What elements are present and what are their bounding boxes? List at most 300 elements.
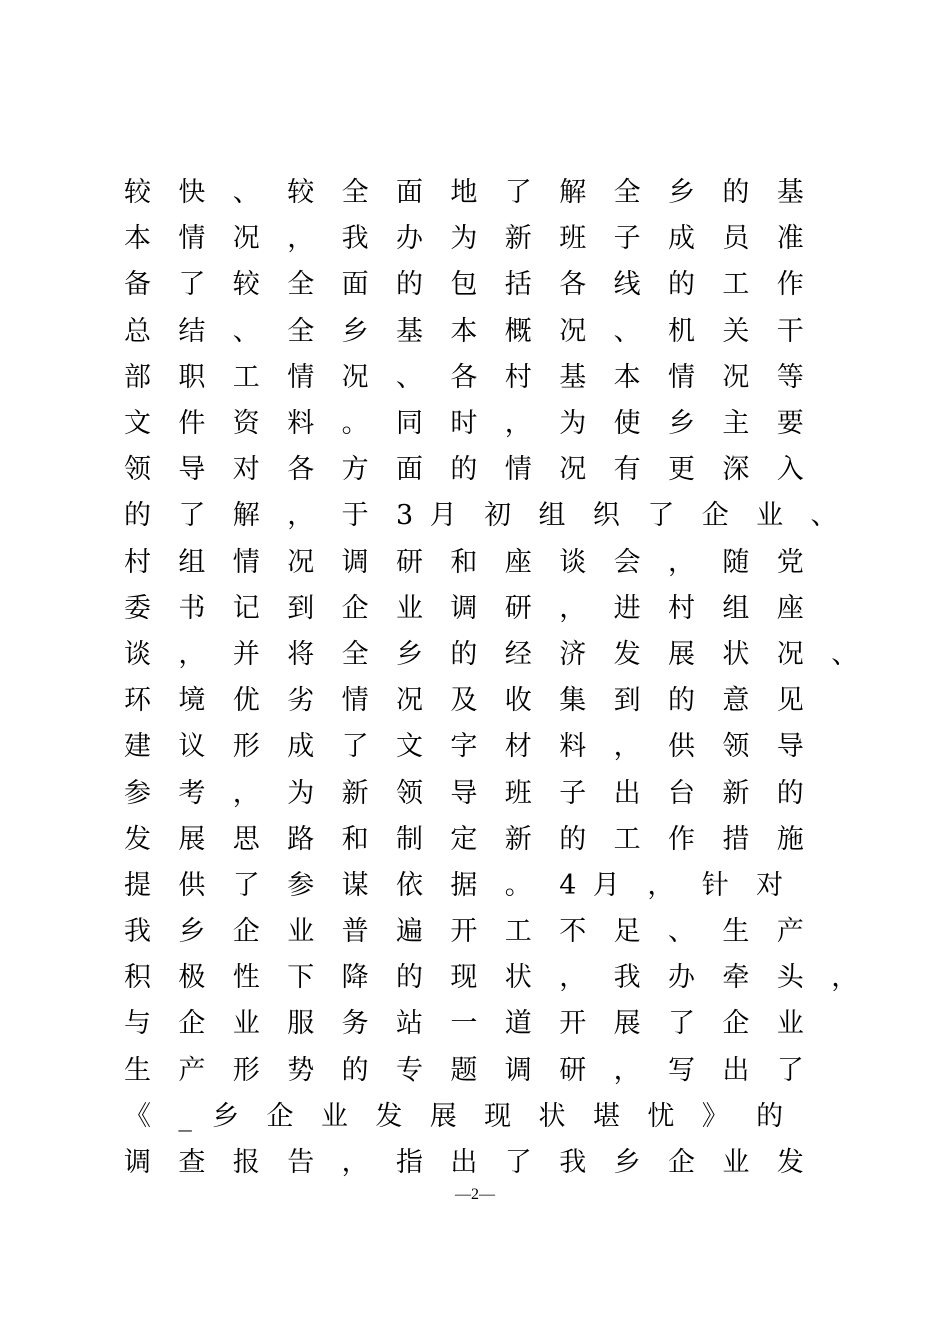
text-char: 站 (396, 1008, 423, 1040)
text-char: 全 (341, 177, 369, 209)
text-char: 建 (124, 731, 151, 763)
text-line (124, 724, 844, 770)
text-char: 面 (396, 177, 423, 209)
text-char: 遍 (396, 916, 423, 948)
text-char: 于 (341, 500, 369, 532)
text-line (124, 1094, 844, 1140)
text-char: 会 (613, 546, 641, 578)
text-char: 情 (232, 546, 260, 578)
text-char: 、 (232, 315, 260, 347)
text-char: 到 (287, 592, 315, 624)
text-char: 道 (504, 1008, 532, 1040)
text-char: 的 (341, 1054, 369, 1086)
text-char: 书 (178, 592, 206, 624)
text-char: 我 (559, 1147, 587, 1179)
text-char: 头 (776, 962, 804, 994)
text-char: 乡 (396, 638, 423, 670)
text-char: 准 (776, 223, 804, 255)
text-char: 调 (450, 592, 478, 624)
text-char: 使 (613, 408, 641, 440)
page-number: —2— (455, 1186, 495, 1203)
text-char: 极 (178, 962, 206, 994)
text-char: 村 (124, 546, 151, 578)
text-char: 随 (722, 546, 750, 578)
text-char: 及 (450, 685, 478, 717)
text-char: ， (178, 638, 206, 670)
text-char: ， (613, 1054, 641, 1086)
text-char: 为 (287, 777, 315, 809)
text-char: 企 (232, 916, 260, 948)
text-char: ， (831, 962, 859, 994)
text-char: 方 (341, 454, 369, 486)
text-char: 班 (559, 223, 587, 255)
text-char: 概 (504, 315, 532, 347)
text-char: 新 (722, 777, 750, 809)
text-char: 各 (287, 454, 315, 486)
text-char: 参 (287, 869, 315, 901)
text-char: 台 (668, 777, 695, 809)
text-char: 座 (504, 546, 532, 578)
text-char: ， (613, 731, 641, 763)
text-line (124, 493, 844, 539)
text-char: 等 (776, 361, 804, 393)
text-char: 、 (668, 916, 695, 948)
text-char: 开 (559, 1008, 587, 1040)
text-char: 企 (341, 592, 369, 624)
text-char: 据 (450, 869, 478, 901)
text-char: 展 (429, 1100, 457, 1132)
text-line (124, 678, 844, 724)
text-line (124, 632, 859, 678)
text-char: 发 (124, 823, 151, 855)
text-char: 形 (232, 1054, 260, 1086)
text-char: 调 (341, 546, 369, 578)
text-char: 委 (124, 592, 151, 624)
text-char: 的 (124, 500, 151, 532)
text-char: 同 (396, 408, 423, 440)
text-char: 制 (396, 823, 423, 855)
text-char: ， (287, 223, 315, 255)
text-char: 面 (341, 269, 369, 301)
text-char: 全 (613, 177, 641, 209)
text-line (124, 955, 859, 1001)
text-char: 研 (396, 546, 423, 578)
text-char: 意 (722, 685, 750, 717)
text-char: 月 (592, 869, 620, 901)
text-char: 服 (287, 1008, 315, 1040)
text-char: 供 (178, 869, 206, 901)
text-line (124, 1001, 844, 1047)
text-char: 状 (538, 1100, 566, 1132)
text-char: 领 (124, 454, 151, 486)
text-line (124, 447, 844, 493)
text-char: 文 (396, 731, 423, 763)
text-char: 总 (124, 315, 151, 347)
text-char: 情 (178, 223, 206, 255)
text-char: 入 (776, 454, 804, 486)
text-char: 子 (559, 777, 587, 809)
text-char: 的 (559, 823, 587, 855)
text-char: 了 (668, 1008, 695, 1040)
text-char: 4 (559, 869, 577, 901)
text-char: 村 (504, 361, 532, 393)
text-char: 况 (396, 685, 423, 717)
text-line (124, 262, 844, 308)
text-char: 况 (559, 454, 587, 486)
text-line (124, 817, 844, 863)
text-char: 包 (450, 269, 478, 301)
text-line (124, 355, 844, 401)
text-char: 堪 (592, 1100, 620, 1132)
text-char: 全 (287, 269, 315, 301)
text-char: 记 (232, 592, 260, 624)
text-line (124, 586, 844, 632)
text-char: 括 (504, 269, 532, 301)
text-char: 基 (396, 315, 423, 347)
text-char: 况 (287, 546, 315, 578)
text-char: ， (559, 592, 587, 624)
text-char: 到 (613, 685, 641, 717)
text-char: 材 (504, 731, 532, 763)
text-char: 的 (722, 177, 750, 209)
text-char: 生 (124, 1054, 151, 1086)
text-char: 了 (178, 500, 206, 532)
text-char: 结 (178, 315, 206, 347)
text-char: 为 (450, 223, 478, 255)
text-char: 业 (320, 1100, 348, 1132)
text-char: 的 (668, 685, 695, 717)
text-char: 发 (613, 638, 641, 670)
text-char: 。 (504, 869, 532, 901)
text-char: 乡 (613, 1147, 641, 1179)
text-char: 机 (668, 315, 695, 347)
text-char: 面 (396, 454, 423, 486)
text-char: 要 (776, 408, 804, 440)
text-char: 集 (559, 685, 587, 717)
text-char: 作 (668, 823, 695, 855)
text-char: 办 (396, 223, 423, 255)
text-char: 进 (613, 592, 641, 624)
text-char: ， (668, 546, 695, 578)
text-char: 专 (396, 1054, 423, 1086)
text-char: ， (341, 1147, 369, 1179)
text-char: 本 (124, 223, 151, 255)
text-char: 乡 (668, 177, 695, 209)
text-char: 料 (559, 731, 587, 763)
text-char: 研 (559, 1054, 587, 1086)
text-char: 境 (178, 685, 206, 717)
text-char: 主 (722, 408, 750, 440)
text-line (124, 863, 844, 909)
text-char: 领 (396, 777, 423, 809)
text-char: 查 (178, 1147, 206, 1179)
text-char: 、 (831, 638, 859, 670)
text-char: 谈 (559, 546, 587, 578)
text-char: 对 (756, 869, 784, 901)
text-char: 办 (668, 962, 695, 994)
text-char: 线 (613, 269, 641, 301)
text-char: 成 (668, 223, 695, 255)
text-char: ， (647, 869, 675, 901)
text-char: 导 (450, 777, 478, 809)
text-char: 降 (341, 962, 369, 994)
text-char: 工 (722, 269, 750, 301)
text-line (124, 309, 844, 355)
text-char: 环 (124, 685, 151, 717)
text-char: 料 (287, 408, 315, 440)
text-char: 更 (668, 454, 695, 486)
text-line (124, 540, 844, 586)
text-line (124, 401, 844, 447)
text-char: 的 (668, 269, 695, 301)
text-char: 员 (722, 223, 750, 255)
text-char: 了 (504, 1147, 532, 1179)
text-char: 了 (232, 869, 260, 901)
text-char: 产 (178, 1054, 206, 1086)
text-char: 发 (776, 1147, 804, 1179)
text-char: 了 (178, 269, 206, 301)
text-char: 一 (450, 1008, 478, 1040)
text-char: 济 (559, 638, 587, 670)
text-char: 积 (124, 962, 151, 994)
text-char: 考 (178, 777, 206, 809)
text-char: 3 (396, 500, 414, 532)
text-char: 备 (124, 269, 151, 301)
text-char: 写 (668, 1054, 695, 1086)
text-char: 与 (124, 1008, 151, 1040)
text-char: 况 (722, 361, 750, 393)
text-char: 定 (450, 823, 478, 855)
text-line (124, 1140, 844, 1186)
text-char: 的 (776, 777, 804, 809)
text-char: 较 (232, 269, 260, 301)
text-char: 月 (429, 500, 457, 532)
text-char: 、 (810, 500, 838, 532)
text-char: ， (504, 408, 532, 440)
text-char: 作 (776, 269, 804, 301)
text-char: 我 (341, 223, 369, 255)
text-char: 了 (504, 177, 532, 209)
text-char: 关 (722, 315, 750, 347)
text-char: 》 (701, 1100, 729, 1132)
text-char: 组 (722, 592, 750, 624)
text-char: 下 (287, 962, 315, 994)
text-char: 状 (722, 638, 750, 670)
text-char: _ (178, 1100, 192, 1132)
text-char: 、 (613, 315, 641, 347)
text-char: 报 (232, 1147, 260, 1179)
text-char: 我 (613, 962, 641, 994)
text-char: 时 (450, 408, 478, 440)
text-char: 调 (124, 1147, 151, 1179)
text-char: 深 (722, 454, 750, 486)
text-char: 的 (396, 269, 423, 301)
text-char: 解 (559, 177, 587, 209)
text-char: 的 (450, 454, 478, 486)
text-char: 见 (776, 685, 804, 717)
text-char: 产 (776, 916, 804, 948)
text-char: 路 (287, 823, 315, 855)
text-char: 将 (287, 638, 315, 670)
text-char: 乡 (341, 315, 369, 347)
text-char: 企 (178, 1008, 206, 1040)
text-char: 谋 (341, 869, 369, 901)
text-char: 字 (450, 731, 478, 763)
text-char: 《 (124, 1100, 151, 1132)
text-char: 工 (613, 823, 641, 855)
text-char: 、 (232, 177, 260, 209)
text-char: 工 (504, 916, 532, 948)
text-char: 资 (232, 408, 260, 440)
text-char: 议 (178, 731, 206, 763)
text-char: 乡 (178, 916, 206, 948)
text-char: 全 (341, 638, 369, 670)
text-char: 牵 (722, 962, 750, 994)
text-char: 参 (124, 777, 151, 809)
text-char: 织 (592, 500, 620, 532)
text-char: 势 (287, 1054, 315, 1086)
text-char: 为 (559, 408, 587, 440)
text-char: 业 (756, 500, 784, 532)
text-char: 职 (178, 361, 206, 393)
text-char: 。 (341, 408, 369, 440)
text-char: 情 (668, 361, 695, 393)
text-char: 本 (613, 361, 641, 393)
text-char: 题 (450, 1054, 478, 1086)
text-char: 展 (178, 823, 206, 855)
text-char: 供 (668, 731, 695, 763)
text-char: 业 (287, 916, 315, 948)
text-char: 干 (776, 315, 804, 347)
text-char: 劣 (287, 685, 315, 717)
text-char: 和 (341, 823, 369, 855)
text-char: 研 (504, 592, 532, 624)
text-char: 新 (341, 777, 369, 809)
text-char: 座 (776, 592, 804, 624)
text-char: 新 (504, 223, 532, 255)
text-char: 基 (776, 177, 804, 209)
text-char: 形 (232, 731, 260, 763)
text-char: ， (287, 500, 315, 532)
text-char: 况 (776, 638, 804, 670)
text-char: 本 (450, 315, 478, 347)
text-char: 收 (504, 685, 532, 717)
text-char: 性 (232, 962, 260, 994)
text-char: 文 (124, 408, 151, 440)
text-char: 和 (450, 546, 478, 578)
text-char: 出 (722, 1054, 750, 1086)
text-char: 不 (559, 916, 587, 948)
text-char: 谈 (124, 638, 151, 670)
text-char: ， (559, 962, 587, 994)
body-text (124, 170, 859, 1186)
text-char: 较 (287, 177, 315, 209)
text-char: 发 (375, 1100, 403, 1132)
text-char: 况 (232, 223, 260, 255)
text-char: 初 (484, 500, 512, 532)
text-char: 措 (722, 823, 750, 855)
text-char: 调 (504, 1054, 532, 1086)
text-char: 出 (613, 777, 641, 809)
text-char: 优 (232, 685, 260, 717)
text-char: 基 (559, 361, 587, 393)
text-char: 业 (776, 1008, 804, 1040)
text-char: 企 (266, 1100, 294, 1132)
text-char: 了 (647, 500, 675, 532)
text-char: 开 (450, 916, 478, 948)
text-char: 班 (504, 777, 532, 809)
text-char: 足 (613, 916, 641, 948)
text-char: 展 (613, 1008, 641, 1040)
text-char: 况 (559, 315, 587, 347)
text-char: 状 (504, 962, 532, 994)
text-char: 并 (232, 638, 260, 670)
text-char: 了 (341, 731, 369, 763)
text-char: 部 (124, 361, 151, 393)
text-char: 乡 (212, 1100, 240, 1132)
text-char: 忧 (647, 1100, 675, 1132)
text-char: 有 (613, 454, 641, 486)
text-line (124, 770, 844, 816)
text-char: 生 (722, 916, 750, 948)
text-char: 对 (232, 454, 260, 486)
text-char: 导 (776, 731, 804, 763)
text-char: 领 (722, 731, 750, 763)
text-char: 情 (504, 454, 532, 486)
text-char: 各 (559, 269, 587, 301)
text-char: 地 (450, 177, 478, 209)
text-char: 解 (232, 500, 260, 532)
text-line (124, 216, 844, 262)
text-line (124, 170, 844, 216)
text-char: 了 (776, 1054, 804, 1086)
text-char: 导 (178, 454, 206, 486)
text-char: 业 (722, 1147, 750, 1179)
text-char: 工 (232, 361, 260, 393)
text-char: 子 (613, 223, 641, 255)
text-char: 业 (232, 1008, 260, 1040)
text-char: 的 (756, 1100, 784, 1132)
text-char: 组 (538, 500, 566, 532)
text-char: 况 (341, 361, 369, 393)
text-char: 党 (776, 546, 804, 578)
text-char: 现 (450, 962, 478, 994)
text-char: 现 (484, 1100, 512, 1132)
text-char: 务 (341, 1008, 369, 1040)
text-line (124, 909, 844, 955)
text-char: 普 (341, 916, 369, 948)
text-char: 快 (178, 177, 206, 209)
text-char: 告 (287, 1147, 315, 1179)
text-char: 施 (776, 823, 804, 855)
text-char: 情 (341, 685, 369, 717)
text-char: 依 (396, 869, 423, 901)
text-char: 我 (124, 916, 151, 948)
text-char: ， (232, 777, 260, 809)
text-char: 经 (504, 638, 532, 670)
text-char: 出 (450, 1147, 478, 1179)
text-char: 成 (287, 731, 315, 763)
text-char: 企 (701, 500, 729, 532)
text-char: 较 (124, 177, 151, 209)
text-char: 企 (722, 1008, 750, 1040)
text-char: 针 (701, 869, 729, 901)
text-char: 企 (668, 1147, 695, 1179)
text-char: 全 (287, 315, 315, 347)
text-char: 展 (668, 638, 695, 670)
text-char: 件 (178, 408, 206, 440)
text-char: 情 (287, 361, 315, 393)
